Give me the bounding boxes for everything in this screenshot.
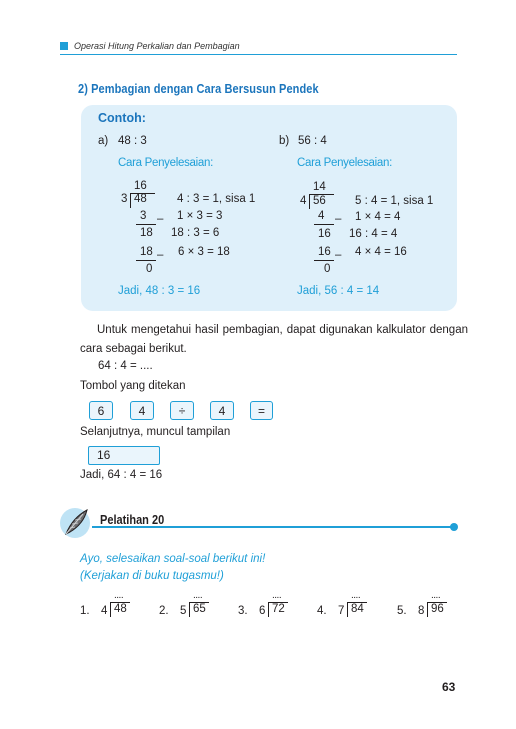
problem-dividend: 48 — [114, 603, 127, 615]
calculator-intro: Untuk mengetahui hasil pembagian, dapat digunakan kalkulator dengan cara sebagai berikut. — [80, 324, 468, 355]
example-b-step: 1 × 4 = 4 — [355, 211, 401, 223]
example-b-minus: – — [335, 213, 342, 225]
calculator-conclusion: Jadi, 64 : 4 = 16 — [80, 469, 163, 481]
example-a-divisor: 3 — [121, 193, 128, 205]
example-b-quotient: 14 — [313, 181, 326, 193]
problem-bracket — [110, 602, 111, 617]
example-a-step: 6 × 3 = 18 — [178, 246, 230, 258]
example-b-problem: 56 : 4 — [298, 135, 327, 147]
example-heading: Contoh: — [98, 111, 146, 125]
example-a-division-bracket — [130, 193, 131, 208]
example-b-divisor: 4 — [300, 195, 307, 207]
example-a-dividend: 48 — [134, 193, 147, 205]
exercise-instruction: Ayo, selesaikan soal-soal berikut ini! — [80, 553, 266, 565]
problem-number: 3. — [238, 605, 248, 617]
example-b-row: 0 — [324, 263, 331, 275]
example-b-step: 5 : 4 = 1, sisa 1 — [355, 195, 434, 207]
answer-dots: .... — [351, 590, 361, 601]
problem-bracket — [268, 602, 269, 617]
problem-bracket — [427, 602, 428, 617]
problem-number: 2. — [159, 605, 169, 617]
page-number: 63 — [442, 680, 456, 694]
problem-dividend: 96 — [431, 603, 444, 615]
example-a-row: 0 — [146, 263, 153, 275]
calculator-key-6: 6 — [89, 401, 113, 420]
problem-number: 5. — [397, 605, 407, 617]
answer-dots: .... — [114, 590, 124, 601]
example-a-step: 18 : 3 = 6 — [171, 227, 220, 239]
feather-icon — [58, 504, 94, 540]
example-a-quotient: 16 — [134, 180, 147, 192]
example-b-rule — [314, 260, 334, 261]
example-b-step: 16 : 4 = 4 — [349, 228, 398, 240]
calculator-key-4: 4 — [130, 401, 154, 420]
problem-dividend: 84 — [351, 603, 364, 615]
calculator-key-divide: ÷ — [170, 401, 194, 420]
header-rule — [60, 54, 457, 55]
example-b-row: 16 — [318, 228, 331, 240]
example-b-rule — [314, 224, 334, 225]
problem-divisor: 7 — [338, 605, 345, 617]
keys-label: Tombol yang ditekan — [80, 380, 186, 392]
running-header: Operasi Hitung Perkalian dan Pembagian — [74, 41, 240, 51]
example-a-method: Cara Penyelesaian: — [118, 157, 213, 169]
answer-dots: .... — [193, 590, 203, 601]
example-a-rule — [136, 260, 156, 261]
example-b-label: b) — [279, 135, 290, 147]
answer-dots: .... — [272, 590, 282, 601]
example-b-row: 4 — [318, 210, 325, 222]
example-a-minus: – — [157, 213, 164, 225]
header-marker — [60, 42, 68, 50]
exercise-rule-dot — [450, 523, 458, 531]
example-a-step: 1 × 3 = 3 — [177, 210, 223, 222]
exercise-title: Pelatihan 20 — [100, 513, 165, 527]
problem-number: 4. — [317, 605, 327, 617]
example-b-minus: – — [335, 249, 342, 261]
problem-divisor: 5 — [180, 605, 187, 617]
example-a-row: 18 — [140, 227, 153, 239]
display-label: Selanjutnya, muncul tampilan — [80, 426, 231, 438]
problem-dividend: 65 — [193, 603, 206, 615]
exercise-note: (Kerjakan di buku tugasmu!) — [80, 570, 224, 582]
problem-divisor: 4 — [101, 605, 108, 617]
example-a-label: a) — [98, 135, 109, 147]
example-a-result: Jadi, 48 : 3 = 16 — [118, 285, 201, 297]
problem-bracket — [189, 602, 190, 617]
example-a-row: 3 — [140, 210, 147, 222]
problem-divisor: 8 — [418, 605, 425, 617]
problem-divisor: 6 — [259, 605, 266, 617]
example-b-method: Cara Penyelesaian: — [297, 157, 392, 169]
example-a-rule — [136, 224, 156, 225]
example-b-dividend: 56 — [313, 195, 326, 207]
problem-bracket — [347, 602, 348, 617]
calculator-key-4: 4 — [210, 401, 234, 420]
example-b-division-bracket — [309, 194, 310, 209]
example-b-result: Jadi, 56 : 4 = 14 — [297, 285, 380, 297]
example-a-step: 4 : 3 = 1, sisa 1 — [177, 193, 256, 205]
problem-number: 1. — [80, 605, 90, 617]
problem-dividend: 72 — [272, 603, 285, 615]
example-a-problem: 48 : 3 — [118, 135, 147, 147]
calculator-key-equals: = — [250, 401, 273, 420]
section-title: 2) Pembagian dengan Cara Bersusun Pendek — [78, 82, 319, 96]
example-b-row: 16 — [318, 246, 331, 258]
example-a-row: 18 — [140, 246, 153, 258]
calculator-problem: 64 : 4 = .... — [98, 360, 153, 372]
calculator-display: 16 — [88, 446, 160, 465]
answer-dots: .... — [431, 590, 441, 601]
example-b-step: 4 × 4 = 16 — [355, 246, 407, 258]
example-a-minus: – — [157, 249, 164, 261]
